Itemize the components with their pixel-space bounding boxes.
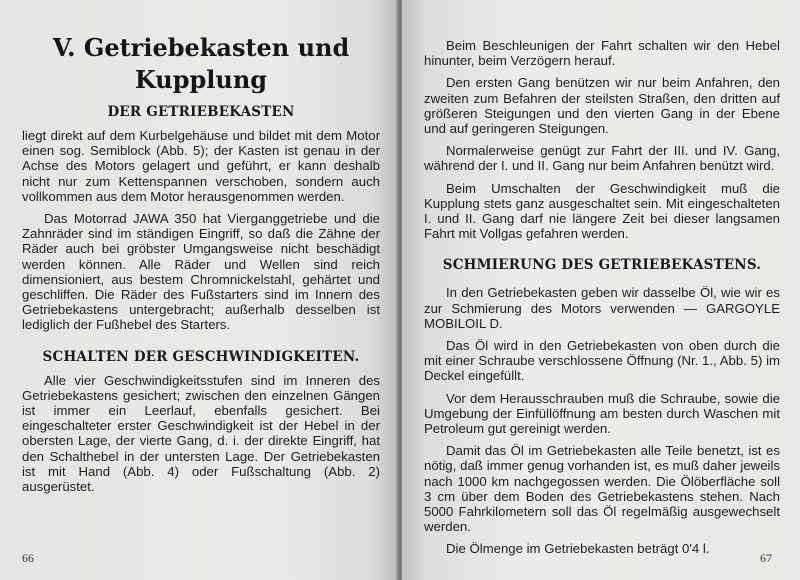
section-heading-schmierung: SCHMIERUNG DES GETRIEBEKASTENS.	[442, 257, 762, 274]
paragraph: Alle vier Geschwindigkeitsstufen sind im Inneren des Getriebekastens gesichert; zwischen den einzelnen Gängen ist immer ein Leerlauf, ebenfalls gesichert. Bei eingeschalteter erster Geschwindigkeit ist der Hebel in der obersten Lage, der vierte Gang, d. i. der direkte Eingriff, hat den Schalthebel in der untersten Lage. Der Getriebekasten ist mit Hand (Abb. 4) oder Fußschaltung (Abb. 2) ausgerüstet.	[22, 372, 380, 495]
paragraph: Das Öl wird in den Getriebekasten von oben durch die mit einer Schraube verschlossene Öffnung (Nr. 1., Abb. 5) im Deckel eingefüllt.	[424, 338, 780, 384]
section-heading-schalten: SCHALTEN DER GESCHWINDIGKEITEN.	[42, 348, 360, 365]
right-page	[402, 0, 800, 580]
chapter-title-line-2: Kupplung	[134, 65, 268, 94]
chapter-title	[22, 32, 380, 96]
paragraph: Das Motorrad JAWA 350 hat Vierganggetriebe und die Zahnräder sind im ständigen Eingriff, so daß die Zähne der Räder auch bei gröbster Umgangsweise nicht beschädigt werden können. Alle Räder und Wellen sind reich dimensioniert, aus bestem Chromnickelstahl, gehärtet und geschliffen. Die Räder des Fußstarters sind im Innern des Getriebekastens untergebracht; außerhalb desselben ist lediglich der Fußhebel des Starters.	[22, 211, 380, 333]
paragraph: Beim Umschalten der Geschwindigkeit muß die Kupplung stets ganz ausgeschaltet sein. Mit eingeschalteten I. und II. Gang darf nie längere Zeit bei dieser langsamen Fahrt mit Vollgas gefahren werden.	[424, 180, 780, 242]
paragraph: In den Getriebekasten geben wir dasselbe Öl, wie wir es zur Schmierung des Motors verwenden — GARGOYLE MOBILOIL D.	[424, 285, 780, 331]
paragraph: Vor dem Herausschrauben muß die Schraube, sowie die Umgebung der Einfüllöffnung am besten durch Waschen mit Petroleum gut gereinigt werden.	[424, 390, 780, 437]
paragraph: Normalerweise genügt zur Fahrt der III. und IV. Gang, während der I. und II. Gang nur beim Anfahren benützt wird.	[424, 143, 780, 174]
page-number-left: 66	[22, 551, 34, 565]
paragraph: Die Ölmenge im Getriebekasten beträgt 0'4 l.	[446, 541, 710, 557]
paragraph: Damit das Öl im Getriebekasten alle Teile benetzt, ist es nötig, daß immer genug vorhanden ist, es muß daher jeweils nach 1000 km nachgegossen werden. Die Ölöberfläche soll 3 cm über dem Boden des Getriebekastens stehen. Nach 5000 Fahrkilometern soll das Öl regelmäßig ausgewechselt werden.	[424, 443, 780, 535]
chapter-title-line-1: V. Getriebekasten und	[52, 33, 350, 62]
left-page	[0, 0, 398, 580]
paragraph: Beim Beschleunigen der Fahrt schalten wir den Hebel hinunter, beim Verzögern herauf.	[424, 38, 780, 69]
page-number-right: 67	[760, 551, 772, 565]
paragraph: liegt direkt auf dem Kurbelgehäuse und bildet mit dem Motor einen sog. Semiblock (Abb. 5); der Kasten ist genau in der Achse des Motors gelagert und geführt, er kann deshalb nicht nur zum Kettenspannen verschoben, sondern auch vollkommen aus dem Motor herausgenommen werden.	[22, 128, 380, 204]
paragraph: Den ersten Gang benützen wir nur beim Anfahren, den zweiten zum Befahren der steilsten Straßen, den dritten auf größeren Steigungen und den vierten Gang in der Ebene und auf geringeren Steigungen.	[424, 75, 780, 137]
section-heading-getriebekasten: DER GETRIEBEKASTEN	[107, 104, 295, 120]
